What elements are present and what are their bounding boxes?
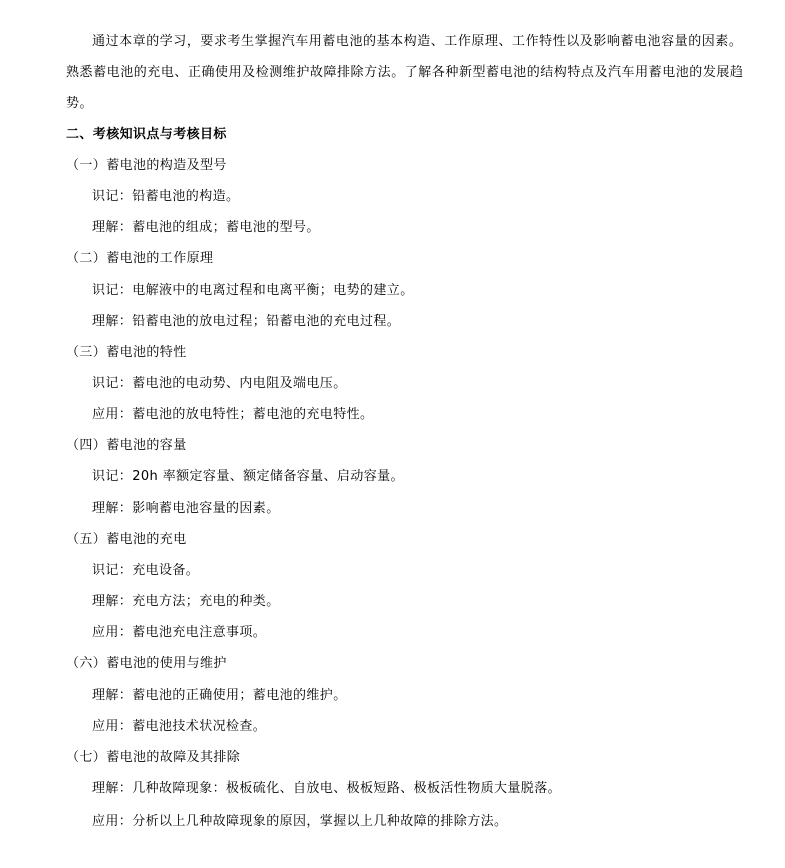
section-heading: 二、考核知识点与考核目标 [66,127,227,142]
objective-item: 理解：影响蓄电池容量的因素。 [92,501,280,516]
intro-paragraph-line-1: 通过本章的学习，要求考生掌握汽车用蓄电池的基本构造、工作原理、工作特性以及影响蓄电池容量的因素。 [92,34,743,49]
objective-item: 理解：蓄电池的组成；蓄电池的型号。 [92,220,320,235]
objective-item: 识记：铅蓄电池的构造。 [92,189,240,204]
intro-paragraph-line-2: 熟悉蓄电池的充电、正确使用及检测维护故障排除方法。了解各种新型蓄电池的结构特点及汽车用蓄电池的发展趋 [66,65,744,80]
subsection-title: （四）蓄电池的容量 [66,438,187,453]
objective-item: 识记：电解液中的电离过程和电离平衡；电势的建立。 [92,283,414,298]
objective-item: 理解：几种故障现象：极板硫化、自放电、极板短路、极板活性物质大量脱落。 [92,781,562,796]
objective-item: 应用：分析以上几种故障现象的原因，掌握以上几种故障的排除方法。 [92,814,508,829]
subsection-title: （六）蓄电池的使用与维护 [66,656,227,671]
subsection-title: （一）蓄电池的构造及型号 [66,158,227,173]
objective-item: 识记：20h 率额定容量、额定储备容量、启动容量。 [92,469,404,484]
objective-item: 理解：铅蓄电池的放电过程；铅蓄电池的充电过程。 [92,314,401,329]
objective-item: 识记：蓄电池的电动势、内电阻及端电压。 [92,376,347,391]
subsection-title: （二）蓄电池的工作原理 [66,251,214,266]
objective-item: 应用：蓄电池技术状况检查。 [92,719,267,734]
subsection-title: （三）蓄电池的特性 [66,345,187,360]
subsection-title: （七）蓄电池的故障及其排除 [66,750,241,765]
objective-item: 应用：蓄电池充电注意事项。 [92,625,267,640]
objective-item: 识记：充电设备。 [92,563,200,578]
objective-item: 应用：蓄电池的放电特性；蓄电池的充电特性。 [92,407,374,422]
subsection-title: （五）蓄电池的充电 [66,532,187,547]
objective-item: 理解：充电方法；充电的种类。 [92,594,280,609]
intro-paragraph-line-3: 势。 [66,96,94,111]
objective-item: 理解：蓄电池的正确使用；蓄电池的维护。 [92,688,347,703]
